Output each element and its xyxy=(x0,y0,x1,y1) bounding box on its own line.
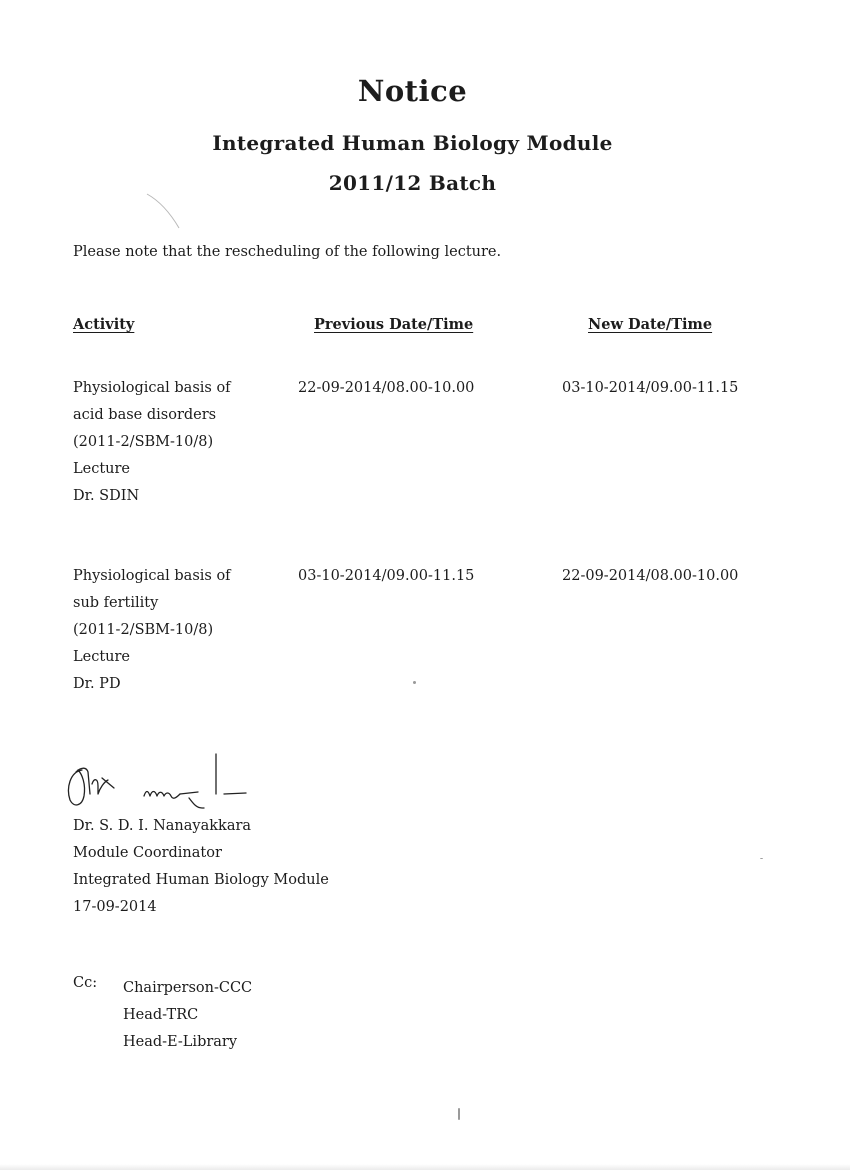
activity-cell xyxy=(73,375,288,510)
cc-recipient: Chairperson-CCC xyxy=(123,980,253,996)
signatory-module: Integrated Human Biology Module xyxy=(73,872,329,888)
scan-speck xyxy=(413,681,416,684)
activity-line: Physiological basis of xyxy=(73,380,231,396)
signatory-role: Module Coordinator xyxy=(73,845,222,861)
activity-line: Lecture xyxy=(73,461,131,477)
intro-text: Please note that the rescheduling of the following lecture. xyxy=(73,244,502,260)
batch-title: 2011/12 Batch xyxy=(328,171,497,195)
header-previous-date-time: Previous Date/Time xyxy=(314,316,474,333)
activity-line: Physiological basis of xyxy=(73,568,231,584)
scan-speck xyxy=(458,1108,460,1120)
activity-line: Dr. PD xyxy=(73,676,121,692)
previous-date-time-cell: 22-09-2014/08.00-10.00 xyxy=(298,380,475,396)
activity-line: (2011-2/SBM-10/8) xyxy=(73,622,214,638)
cc-recipient: Head-E-Library xyxy=(123,1034,238,1050)
header-new-date-time: New Date/Time xyxy=(588,316,713,333)
activity-cell xyxy=(73,563,288,698)
module-title: Integrated Human Biology Module xyxy=(212,131,613,155)
signatory-block xyxy=(73,813,329,921)
activity-line: Dr. SDIN xyxy=(73,488,140,504)
activity-line: (2011-2/SBM-10/8) xyxy=(73,434,214,450)
activity-line: Lecture xyxy=(73,649,131,665)
previous-date-time-cell: 03-10-2014/09.00-11.15 xyxy=(298,568,475,584)
scan-mark xyxy=(145,190,185,235)
scan-bottom-edge xyxy=(0,1164,850,1170)
signatory-date: 17-09-2014 xyxy=(73,899,157,915)
activity-line: sub fertility xyxy=(73,595,159,611)
signatory-name: Dr. S. D. I. Nanayakkara xyxy=(73,818,252,834)
cc-label: Cc: xyxy=(73,975,98,991)
new-date-time-cell: 03-10-2014/09.00-11.15 xyxy=(562,380,739,396)
new-date-time-cell: 22-09-2014/08.00-10.00 xyxy=(562,568,739,584)
cc-recipient: Head-TRC xyxy=(123,1007,199,1023)
cc-recipient-list xyxy=(123,975,252,1056)
notice-title: Notice xyxy=(357,74,468,108)
scan-speck xyxy=(760,858,763,859)
header-activity: Activity xyxy=(73,316,135,333)
activity-line: acid base disorders xyxy=(73,407,217,423)
